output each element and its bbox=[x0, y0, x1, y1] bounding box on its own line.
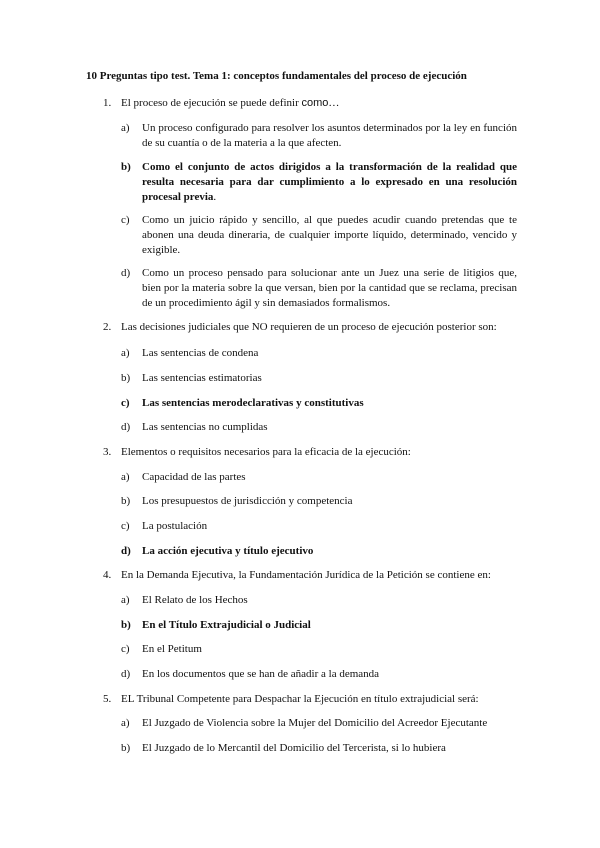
option-text: Las sentencias estimatorias bbox=[142, 372, 262, 384]
option-text: En el Título Extrajudicial o Judicial bbox=[142, 619, 311, 631]
option-letter: c) bbox=[121, 397, 130, 409]
question-text: En la Demanda Ejecutiva, la Fundamentación Jurídica de la Petición se contiene en: bbox=[121, 569, 491, 581]
question-number: 1. bbox=[103, 97, 112, 109]
option-letter: b) bbox=[121, 619, 131, 631]
option-letter: b) bbox=[121, 495, 131, 507]
question-number: 5. bbox=[103, 693, 112, 705]
option-letter: d) bbox=[121, 267, 131, 279]
option-letter: a) bbox=[121, 122, 130, 134]
option-text: Capacidad de las partes bbox=[142, 471, 246, 483]
option-letter: a) bbox=[121, 717, 130, 729]
option-text: En el Petitum bbox=[142, 643, 202, 655]
option-text: Un proceso configurado para resolver los asuntos determinados por la ley en función de su cuantía o de la materia a la que afecten. bbox=[142, 122, 517, 149]
question-number: 2. bbox=[103, 321, 112, 333]
option-text: Como el conjunto de actos dirigidos a la transformación de la realidad que resulta necesaria para dar cumplimiento a lo expresado en una resolución procesal previa. bbox=[142, 161, 517, 203]
option-text: La acción ejecutiva y título ejecutivo bbox=[142, 545, 314, 557]
question-text: El proceso de ejecución se puede definir como… bbox=[121, 97, 340, 109]
option-letter: a) bbox=[121, 471, 130, 483]
question-number: 4. bbox=[103, 569, 112, 581]
option-letter: c) bbox=[121, 214, 130, 226]
option-text: Como un juicio rápido y sencillo, al que puedes acudir cuando pretendas que te abonen una deuda dineraria, de cualquier importe líquido, determinado, vencido y exigible. bbox=[142, 214, 517, 256]
option-letter: d) bbox=[121, 545, 131, 557]
option-text: El Juzgado de Violencia sobre la Mujer del Domicilio del Acreedor Ejecutante bbox=[142, 717, 488, 729]
option-letter: a) bbox=[121, 347, 130, 359]
option-text: La postulación bbox=[142, 520, 208, 532]
option-letter: b) bbox=[121, 742, 131, 754]
question-text: Las decisiones judiciales que NO requieren de un proceso de ejecución posterior son: bbox=[121, 321, 497, 333]
option-period: . bbox=[213, 191, 217, 203]
page-title: 10 Preguntas tipo test. Tema 1: conceptos fundamentales del proceso de ejecución bbox=[86, 70, 467, 82]
option-text: Las sentencias merodeclarativas y constitutivas bbox=[142, 397, 364, 409]
question-emphasis: como bbox=[301, 97, 329, 109]
option-text: El Juzgado de lo Mercantil del Domicilio del Tercerista, si lo hubiera bbox=[142, 742, 446, 754]
option-text: Las sentencias no cumplidas bbox=[142, 421, 268, 433]
option-text: El Relato de los Hechos bbox=[142, 594, 248, 606]
option-text: Como un proceso pensado para solucionar ante un Juez una serie de litigios que, bien por la materia sobre la que versan, bien por la cantidad que se reclama, precisan de un procedimiento ágil y sin demasiados formalismos. bbox=[142, 267, 517, 309]
option-letter: d) bbox=[121, 421, 131, 433]
question-number: 3. bbox=[103, 446, 112, 458]
question-text: EL Tribunal Competente para Despachar la Ejecución en título extrajudicial será: bbox=[121, 693, 479, 705]
option-letter: a) bbox=[121, 594, 130, 606]
option-letter: b) bbox=[121, 372, 131, 384]
question-text: Elementos o requisitos necesarios para la eficacia de la ejecución: bbox=[121, 446, 411, 458]
option-letter: c) bbox=[121, 643, 130, 655]
option-text: Los presupuestos de jurisdicción y competencia bbox=[142, 495, 353, 507]
option-text: Las sentencias de condena bbox=[142, 347, 259, 359]
option-letter: b) bbox=[121, 161, 131, 173]
option-letter: d) bbox=[121, 668, 131, 680]
option-text: En los documentos que se han de añadir a la demanda bbox=[142, 668, 380, 680]
option-letter: c) bbox=[121, 520, 130, 532]
